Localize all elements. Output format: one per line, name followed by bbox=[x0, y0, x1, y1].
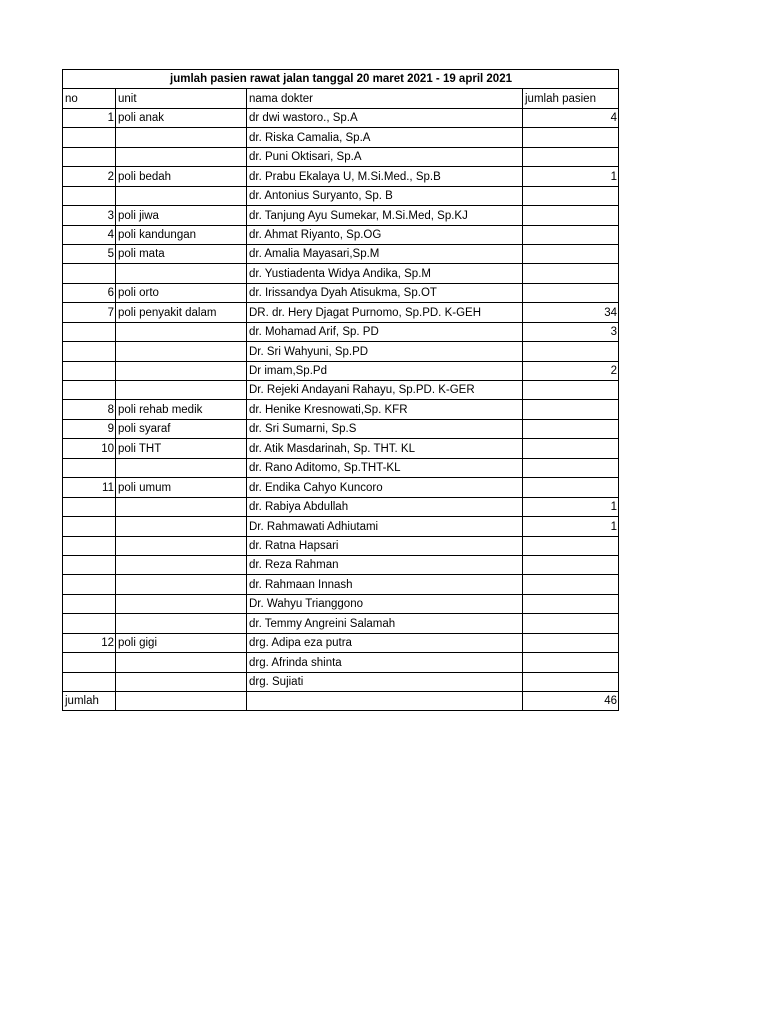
title-row bbox=[63, 70, 619, 89]
header-count: jumlah pasien bbox=[523, 89, 619, 108]
table-body bbox=[63, 70, 619, 711]
cell-doctor: dr. Irissandya Dyah Atisukma, Sp.OT bbox=[247, 283, 523, 302]
cell-unit bbox=[116, 322, 247, 341]
header-no: no bbox=[63, 89, 116, 108]
cell-unit bbox=[116, 594, 247, 613]
cell-unit: poli anak bbox=[116, 108, 247, 127]
cell-doctor: dr. Reza Rahman bbox=[247, 555, 523, 574]
cell-count: 1 bbox=[523, 497, 619, 516]
cell-count bbox=[523, 439, 619, 458]
cell-doctor: Dr. Sri Wahyuni, Sp.PD bbox=[247, 342, 523, 361]
cell-count bbox=[523, 653, 619, 672]
cell-unit bbox=[116, 614, 247, 633]
table-row bbox=[63, 594, 619, 613]
table-row bbox=[63, 342, 619, 361]
table-row bbox=[63, 419, 619, 438]
cell-unit: poli jiwa bbox=[116, 206, 247, 225]
cell-count bbox=[523, 186, 619, 205]
cell-unit: poli mata bbox=[116, 244, 247, 263]
table-row bbox=[63, 147, 619, 166]
cell-doctor: dr. Ratna Hapsari bbox=[247, 536, 523, 555]
cell-count bbox=[523, 206, 619, 225]
cell-count bbox=[523, 536, 619, 555]
cell-doctor: dr. Riska Camalia, Sp.A bbox=[247, 128, 523, 147]
table-row bbox=[63, 108, 619, 127]
table-row bbox=[63, 517, 619, 536]
cell-no: 7 bbox=[63, 303, 116, 322]
cell-no: 2 bbox=[63, 167, 116, 186]
total-empty-cell bbox=[247, 692, 523, 711]
cell-count: 2 bbox=[523, 361, 619, 380]
cell-unit bbox=[116, 342, 247, 361]
cell-unit bbox=[116, 361, 247, 380]
table-row bbox=[63, 264, 619, 283]
cell-unit: poli umum bbox=[116, 478, 247, 497]
cell-unit bbox=[116, 381, 247, 400]
cell-unit bbox=[116, 517, 247, 536]
table-row bbox=[63, 322, 619, 341]
table-row bbox=[63, 206, 619, 225]
cell-doctor: dr. Temmy Angreini Salamah bbox=[247, 614, 523, 633]
cell-doctor: dr. Tanjung Ayu Sumekar, M.Si.Med, Sp.KJ bbox=[247, 206, 523, 225]
cell-no: 4 bbox=[63, 225, 116, 244]
cell-count bbox=[523, 478, 619, 497]
cell-doctor: Dr. Rejeki Andayani Rahayu, Sp.PD. K-GER bbox=[247, 381, 523, 400]
cell-doctor: dr. Yustiadenta Widya Andika, Sp.M bbox=[247, 264, 523, 283]
cell-doctor: dr dwi wastoro., Sp.A bbox=[247, 108, 523, 127]
cell-unit bbox=[116, 653, 247, 672]
header-row bbox=[63, 89, 619, 108]
cell-unit bbox=[116, 555, 247, 574]
table-row bbox=[63, 653, 619, 672]
cell-count bbox=[523, 342, 619, 361]
patient-count-table bbox=[62, 69, 619, 711]
cell-count: 1 bbox=[523, 167, 619, 186]
cell-no bbox=[63, 458, 116, 477]
cell-no bbox=[63, 536, 116, 555]
cell-unit: poli bedah bbox=[116, 167, 247, 186]
cell-doctor: dr. Rahmaan Innash bbox=[247, 575, 523, 594]
cell-count bbox=[523, 419, 619, 438]
cell-no bbox=[63, 264, 116, 283]
cell-doctor: DR. dr. Hery Djagat Purnomo, Sp.PD. K-GEH bbox=[247, 303, 523, 322]
cell-count bbox=[523, 147, 619, 166]
cell-count bbox=[523, 283, 619, 302]
total-row bbox=[63, 692, 619, 711]
cell-unit: poli syaraf bbox=[116, 419, 247, 438]
cell-no: 1 bbox=[63, 108, 116, 127]
cell-count bbox=[523, 672, 619, 691]
table-row bbox=[63, 672, 619, 691]
table-row bbox=[63, 381, 619, 400]
cell-no bbox=[63, 128, 116, 147]
cell-doctor: dr. Antonius Suryanto, Sp. B bbox=[247, 186, 523, 205]
cell-doctor: drg. Afrinda shinta bbox=[247, 653, 523, 672]
cell-doctor: Dr. Wahyu Trianggono bbox=[247, 594, 523, 613]
table-row bbox=[63, 497, 619, 516]
cell-count: 4 bbox=[523, 108, 619, 127]
table-row bbox=[63, 575, 619, 594]
cell-doctor: dr. Ahmat Riyanto, Sp.OG bbox=[247, 225, 523, 244]
cell-unit bbox=[116, 575, 247, 594]
cell-doctor: dr. Rano Aditomo, Sp.THT-KL bbox=[247, 458, 523, 477]
cell-doctor: dr. Endika Cahyo Kuncoro bbox=[247, 478, 523, 497]
cell-unit: poli rehab medik bbox=[116, 400, 247, 419]
cell-unit: poli gigi bbox=[116, 633, 247, 652]
cell-doctor: dr. Henike Kresnowati,Sp. KFR bbox=[247, 400, 523, 419]
table-row bbox=[63, 361, 619, 380]
cell-unit bbox=[116, 264, 247, 283]
cell-count bbox=[523, 128, 619, 147]
cell-no: 5 bbox=[63, 244, 116, 263]
cell-doctor: Dr imam,Sp.Pd bbox=[247, 361, 523, 380]
cell-unit bbox=[116, 186, 247, 205]
cell-unit bbox=[116, 536, 247, 555]
cell-doctor: dr. Amalia Mayasari,Sp.M bbox=[247, 244, 523, 263]
cell-unit bbox=[116, 497, 247, 516]
cell-count bbox=[523, 264, 619, 283]
cell-count bbox=[523, 555, 619, 574]
table-row bbox=[63, 555, 619, 574]
table-row bbox=[63, 303, 619, 322]
cell-count: 34 bbox=[523, 303, 619, 322]
cell-no bbox=[63, 147, 116, 166]
cell-count bbox=[523, 458, 619, 477]
cell-no: 9 bbox=[63, 419, 116, 438]
table-row bbox=[63, 458, 619, 477]
cell-doctor: dr. Atik Masdarinah, Sp. THT. KL bbox=[247, 439, 523, 458]
cell-doctor: dr. Prabu Ekalaya U, M.Si.Med., Sp.B bbox=[247, 167, 523, 186]
total-empty-cell bbox=[116, 692, 247, 711]
cell-unit bbox=[116, 147, 247, 166]
cell-doctor: dr. Mohamad Arif, Sp. PD bbox=[247, 322, 523, 341]
cell-doctor: dr. Rabiya Abdullah bbox=[247, 497, 523, 516]
header-unit: unit bbox=[116, 89, 247, 108]
cell-unit: poli penyakit dalam bbox=[116, 303, 247, 322]
cell-count bbox=[523, 633, 619, 652]
table-row bbox=[63, 244, 619, 263]
cell-unit: poli orto bbox=[116, 283, 247, 302]
table-row bbox=[63, 536, 619, 555]
total-label: jumlah bbox=[63, 692, 116, 711]
table-row bbox=[63, 128, 619, 147]
table-row bbox=[63, 633, 619, 652]
cell-doctor: dr. Puni Oktisari, Sp.A bbox=[247, 147, 523, 166]
cell-no bbox=[63, 361, 116, 380]
cell-count bbox=[523, 594, 619, 613]
table-row bbox=[63, 439, 619, 458]
cell-no bbox=[63, 186, 116, 205]
cell-no bbox=[63, 653, 116, 672]
table-row bbox=[63, 283, 619, 302]
cell-count bbox=[523, 400, 619, 419]
cell-no: 3 bbox=[63, 206, 116, 225]
cell-no bbox=[63, 517, 116, 536]
cell-no bbox=[63, 322, 116, 341]
cell-unit bbox=[116, 128, 247, 147]
cell-count: 1 bbox=[523, 517, 619, 536]
table-row bbox=[63, 167, 619, 186]
header-doctor: nama dokter bbox=[247, 89, 523, 108]
cell-count bbox=[523, 244, 619, 263]
cell-no bbox=[63, 555, 116, 574]
cell-count bbox=[523, 225, 619, 244]
cell-unit bbox=[116, 458, 247, 477]
cell-no bbox=[63, 672, 116, 691]
cell-count bbox=[523, 381, 619, 400]
cell-doctor: drg. Adipa eza putra bbox=[247, 633, 523, 652]
cell-no bbox=[63, 614, 116, 633]
cell-no: 12 bbox=[63, 633, 116, 652]
cell-doctor: Dr. Rahmawati Adhiutami bbox=[247, 517, 523, 536]
table-row bbox=[63, 478, 619, 497]
cell-count bbox=[523, 575, 619, 594]
table-row bbox=[63, 400, 619, 419]
cell-no bbox=[63, 381, 116, 400]
cell-no bbox=[63, 497, 116, 516]
table-title: jumlah pasien rawat jalan tanggal 20 maret 2021 - 19 april 2021 bbox=[63, 70, 619, 89]
cell-doctor: drg. Sujiati bbox=[247, 672, 523, 691]
table-row bbox=[63, 614, 619, 633]
cell-doctor: dr. Sri Sumarni, Sp.S bbox=[247, 419, 523, 438]
cell-unit: poli kandungan bbox=[116, 225, 247, 244]
table-row bbox=[63, 225, 619, 244]
cell-count bbox=[523, 614, 619, 633]
cell-unit: poli THT bbox=[116, 439, 247, 458]
cell-no bbox=[63, 575, 116, 594]
cell-count: 3 bbox=[523, 322, 619, 341]
cell-unit bbox=[116, 672, 247, 691]
cell-no bbox=[63, 594, 116, 613]
table-row bbox=[63, 186, 619, 205]
cell-no: 11 bbox=[63, 478, 116, 497]
cell-no: 8 bbox=[63, 400, 116, 419]
total-value: 46 bbox=[523, 692, 619, 711]
cell-no bbox=[63, 342, 116, 361]
cell-no: 6 bbox=[63, 283, 116, 302]
cell-no: 10 bbox=[63, 439, 116, 458]
